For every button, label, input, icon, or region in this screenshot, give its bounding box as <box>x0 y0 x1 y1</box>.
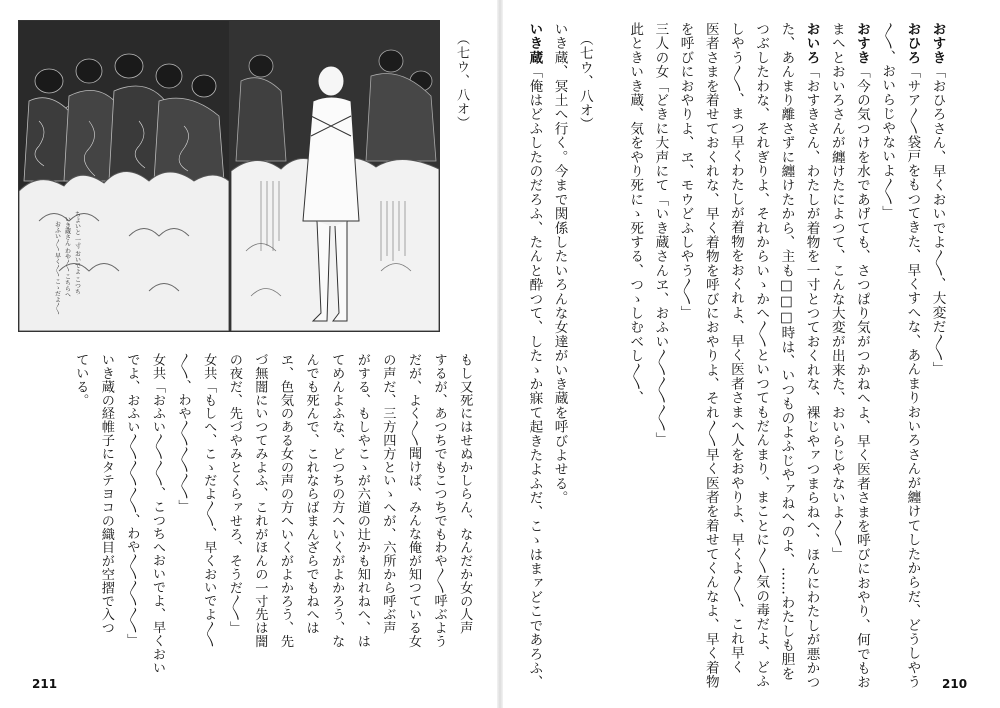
women-in-clouds-drawing <box>19 21 229 331</box>
text-column <box>804 22 818 689</box>
text-column: でよ、おふい〳〵〳〵〳〵、わや〳〵〳〵〳〵」 <box>124 353 140 647</box>
dialogue-text: 時は、いつものよふじやァねへのよ、……わたしも胆を <box>778 325 795 681</box>
text-column: づ無闇にいつてみよふ、これがほんの一寸先は闇 <box>252 353 268 648</box>
caption-text-3: おふい〳〵 早く〳〵 こゝだよ〳〵 <box>53 221 61 315</box>
text-column: 〳〵、わや〳〵〳〵〳〵」 <box>175 353 191 513</box>
text-column: ている。 <box>73 353 89 407</box>
dialogue-text: 医者さまを着せておくれな、早く着物を呼びにおやりよ、それ〳〵早く医者を着せてくんなよ、早く着物 <box>702 22 719 689</box>
dialogue-text: 「俺はどふしたのだろふ、たんと酔つて、したゝか寐て起きたよふだ、こゝはまァどこであろふ、 <box>526 64 543 690</box>
dialogue-text: いき蔵、冥土へ行く。今まで関係したいろんな女達がいき蔵を呼びよせる。 <box>551 22 568 505</box>
section-label-right: （七ウ、八オ） <box>576 32 593 132</box>
text-column: んでも死んで、これならばまんざらでもねへは <box>303 353 319 635</box>
text-column: の夜だ、先づやみとくらァせろ、そうだ〳〵」 <box>226 353 242 635</box>
dialogue-text: つぶしたわな、それぎりよ、それからいゝかへ〳〵といつてもだんまり、まことに〳〵気の毒だよ、どふ <box>753 22 770 689</box>
text-column: するが、あつちでもこつちでもわや〳〵呼ぶよう <box>431 353 447 648</box>
text-column <box>779 22 793 681</box>
speaker-name: おいろ <box>803 22 820 65</box>
dialogue-text: しやう〳〵、まつ早くわたしが着物をおくれよ、早く医者さまへ人をおやりよ、早くよ〳〵、これ早く <box>727 22 744 674</box>
text-column: てめんよふな、どつちの方へいくがよかろう、な <box>329 353 345 648</box>
illustration-panel-right <box>230 20 440 332</box>
dialogue-text: まへとおいろさんが纏けたによつて、こんな大変が出来た、おいらじやないよ〳〵」 <box>828 22 845 561</box>
text-column: いき蔵の経帷子にタテヨコの織目が空摺で入つ <box>98 353 114 635</box>
speaker-name: おすき <box>853 22 870 65</box>
censored-boxes: □□□ <box>778 277 795 326</box>
dialogue-text: 三人の女「どきに大声にて「いき蔵さんヱ、おふい〳〵〳〵〳〵」 <box>652 22 669 447</box>
section-label-left: （七ウ、八オ） <box>454 32 469 130</box>
text-column: の声だ、三方四方といゝへが、六所から呼ぶ声 <box>380 353 396 635</box>
speaker-name: おすき <box>929 22 946 65</box>
text-column: だが、よく〳〵聞けば、みんな俺が知つている女 <box>406 353 421 648</box>
text-column <box>905 22 919 689</box>
text-column <box>527 22 541 689</box>
text-column <box>552 22 566 505</box>
text-column: ヱ、色気のある女の声の方へいくがよかろう、先 <box>278 353 293 648</box>
text-column: 女共「おふい〳〵〳〵、こつちへおいでよ、早くおい <box>150 353 165 675</box>
text-column <box>930 22 944 376</box>
caption-text-2: いき蔵さん わや〳〵 こちらへ <box>63 216 71 298</box>
text-column <box>854 22 868 689</box>
dialogue-text: 此ときいき蔵、気をやり死にゝ死する、つゝしむべし〳〵、 <box>627 22 644 405</box>
text-column: がする、もしやこゝが六道の辻かも知れねへ、は <box>354 353 370 648</box>
text-column: 女共「もしへ、こゝだよ〳〵、早くおいでよ〳〵 <box>201 353 217 648</box>
woodblock-illustration <box>18 20 440 330</box>
text-column <box>880 22 894 220</box>
dialogue-text: た、あんまり離さずに纏けたから、主も <box>778 22 795 278</box>
dialogue-text: 「おひろさん、早くおいでよ〳〵、大変だ〳〵」 <box>929 64 946 376</box>
dialogue-text: 「今の気つけを水であげても、さつぱり気がつかねへよ、早く医者さまを呼びにおやり、何でもお <box>853 64 870 690</box>
text-column <box>653 22 667 446</box>
text-column <box>829 22 843 561</box>
text-column <box>678 22 692 320</box>
ikizo-standing-drawing <box>231 21 439 331</box>
dialogue-text: を呼びにおやりよ、ヱ、モウどふしやう〳〵」 <box>677 22 694 320</box>
text-column <box>728 22 742 674</box>
right-page <box>500 0 1000 708</box>
text-column <box>577 32 591 131</box>
dialogue-text: 〳〵、おいらじやないよ〳〵」 <box>879 22 896 220</box>
dialogue-text: 「サア〳〵袋戸をもつてきた、早くすへな、あんまりおいろさんが纏けてしたからだ、どうしやう <box>904 64 921 689</box>
illustration-panel-left <box>18 20 230 332</box>
speaker-name: いき蔵 <box>526 22 543 65</box>
speaker-name: おひろ <box>904 22 921 65</box>
page-number-right: 210 <box>942 677 968 691</box>
caption-text-1: ちよいと 一寸 おいでよ こつち <box>73 211 81 295</box>
text-column: もし又死にはせぬかしらん、なんだか女の人声 <box>457 353 473 635</box>
text-column <box>754 22 768 688</box>
dialogue-text: 「おすきさん、わたしが着物を一寸とつておくれな、裸じやァつまらねへ、ほんにわたしが悪かつ <box>803 64 820 690</box>
page-number-left: 211 <box>32 677 58 691</box>
text-column <box>703 22 717 689</box>
text-column <box>628 22 642 405</box>
